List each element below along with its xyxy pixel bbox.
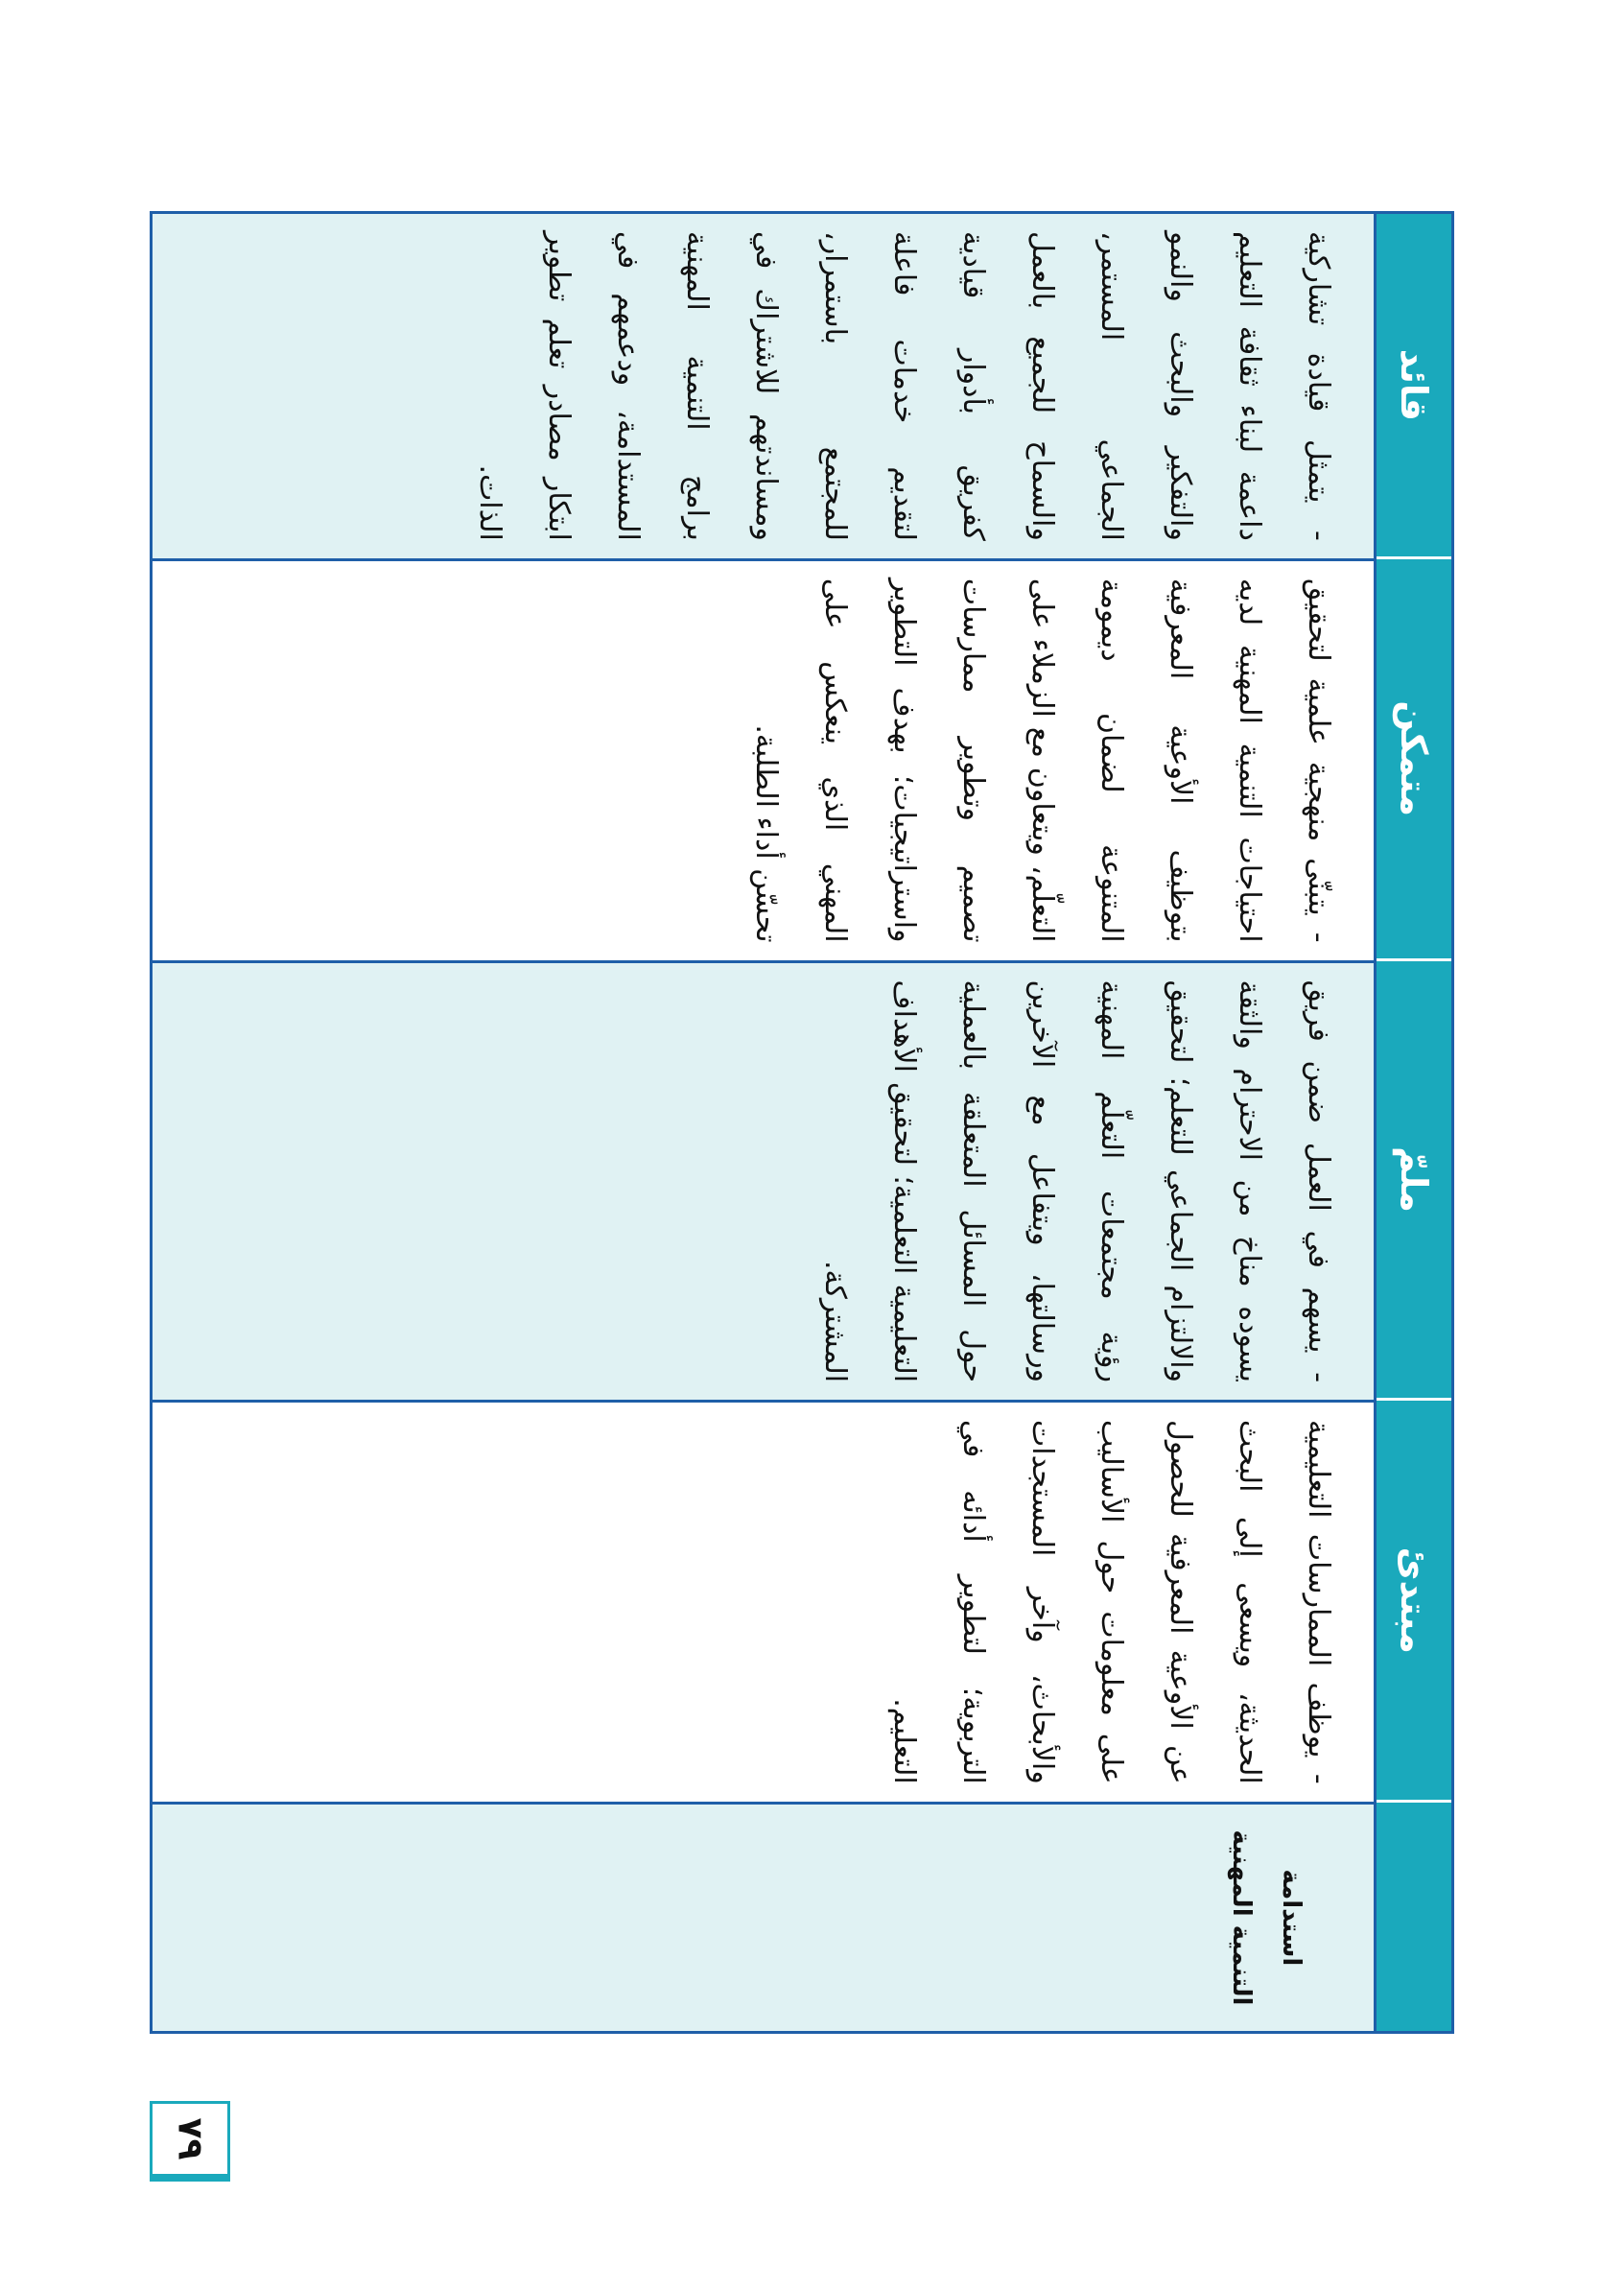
rubric-table: [150, 211, 1454, 2034]
header-beginner: مبتدئ: [1377, 1398, 1451, 1800]
page-number-box: [150, 2101, 230, 2182]
cell-beginner: - يوظف الممارسات التعليمية الحديثة، ويسعى إلى البحث عن الأوعية المعرفية للحصول على معلومات حول الأساليب والأبحاث، وآخر المستجدات التربوية؛ لتطوير أدائه في التعليم.: [153, 1400, 1374, 1802]
cell-advanced: - يتبنّى منهجية علمية لتحقيق احتياجات التنمية المهنية لديه بتوظيف الأوعية المعرفية المتنوعة لضمان ديمومة التعلّم، ويتعاون مع الزملاء على تصميم وتطوير ممارسات واستراتيجيات؛ بهدف التطوير المهني الذي ينعكس على تحسّن أداء الطلبة.: [153, 558, 1374, 960]
header-advanced: متمكن: [1377, 556, 1451, 958]
page-number: ٧٩: [170, 2117, 210, 2160]
row-label-line-2: التنمية المهنية: [1227, 1829, 1256, 2006]
cell-leader: - يتمثل قيادة تشاركية داعمة لبناء ثقافة التعليم والتفكير والبحث والنمو الجماعي المستمر، والسماح للجميع بالعمل كفريق بأدوار قيادية لتقديم خدمات فاعلة للمجتمع باستمرار، ومساندتهم للاشتراك في برامج التنمية المهنية المستدامة، ودعمهم في ابتكار مصادر تعلم تطوير الذات.: [153, 214, 1374, 558]
cell-proficient: - يسهم في العمل ضمن فريق يسوده مناخ من الاحترام والثقة والالتزام الجماعي للتعلم؛ لتحقيق رؤية مجتمعات التعلّم المهنية ورسالتها، ويتفاعل مع الآخرين حول المسائل المتعلقة بالعملية التعليمية التعلمية؛ لتحقيق الأهداف المشتركة.: [153, 960, 1374, 1401]
row-label: [153, 1802, 1374, 2031]
table-row: [153, 214, 1374, 2031]
row-label-line-1: استدامة: [1277, 1869, 1306, 1967]
header-empty: [1377, 1800, 1451, 2031]
header-leader: قائد: [1393, 348, 1435, 421]
table-header-row: [1374, 214, 1451, 2031]
header-proficient: ملمّ: [1377, 958, 1451, 1399]
